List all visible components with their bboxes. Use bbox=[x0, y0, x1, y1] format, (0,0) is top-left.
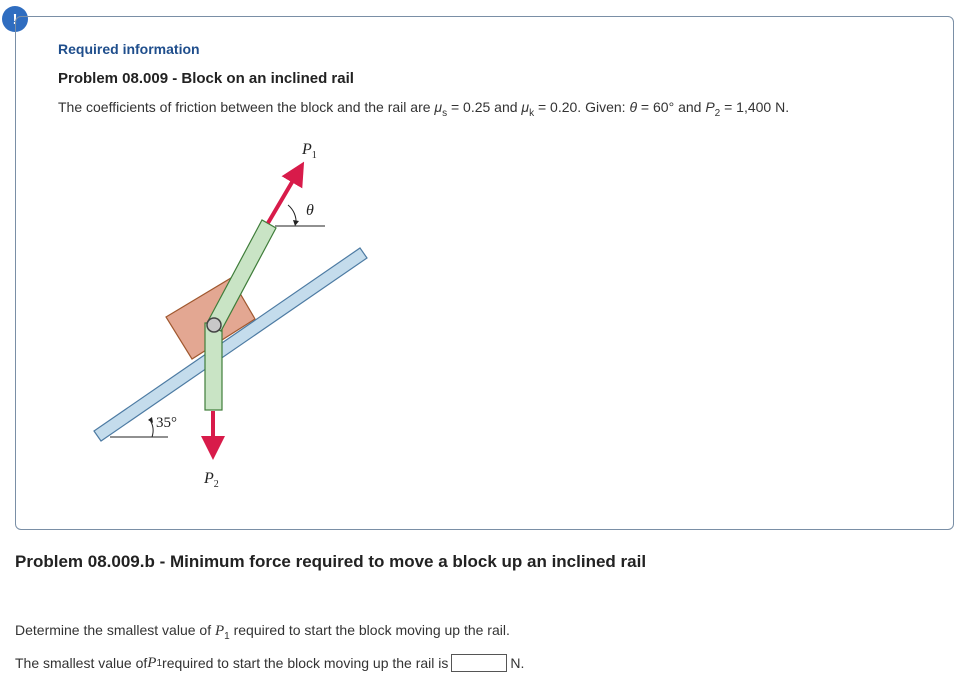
answer-input[interactable] bbox=[451, 654, 507, 672]
answer-line: The smallest value of P 1 required to start the block moving up the rail is N. bbox=[15, 654, 525, 671]
answer-unit: N. bbox=[510, 655, 525, 671]
problem-title: Problem 08.009 - Block on an inclined rail bbox=[58, 70, 354, 87]
inclined-rail bbox=[94, 248, 367, 441]
required-info-heading: Required information bbox=[58, 41, 200, 57]
p1-label: $P_1$ bbox=[302, 141, 317, 161]
angle-arrowhead bbox=[148, 417, 153, 423]
p1-arrow bbox=[268, 172, 298, 223]
inclined-rail-figure bbox=[80, 130, 380, 500]
angle-label: 35° bbox=[156, 415, 177, 431]
pin-joint bbox=[207, 318, 221, 332]
lower-link bbox=[205, 323, 222, 410]
p2-label: $P_2$ bbox=[204, 470, 219, 490]
problem-description: The coefficients of friction between the block and the rail are $\mu_s = 0.25$ and $\mu_k = 0.20$. Given: θ = 60° and $P_2 = 1,400$ N. bbox=[58, 99, 790, 119]
part-title: Problem 08.009.b - Minimum force required to move a block up an inclined rail bbox=[15, 552, 647, 571]
alert-icon: ! bbox=[2, 6, 28, 32]
instruction-text: Determine the smallest value of $P_1$ required to start the block moving up the rail. bbox=[15, 622, 510, 642]
theta-label: θ bbox=[306, 202, 314, 219]
theta-arrowhead bbox=[293, 220, 299, 226]
